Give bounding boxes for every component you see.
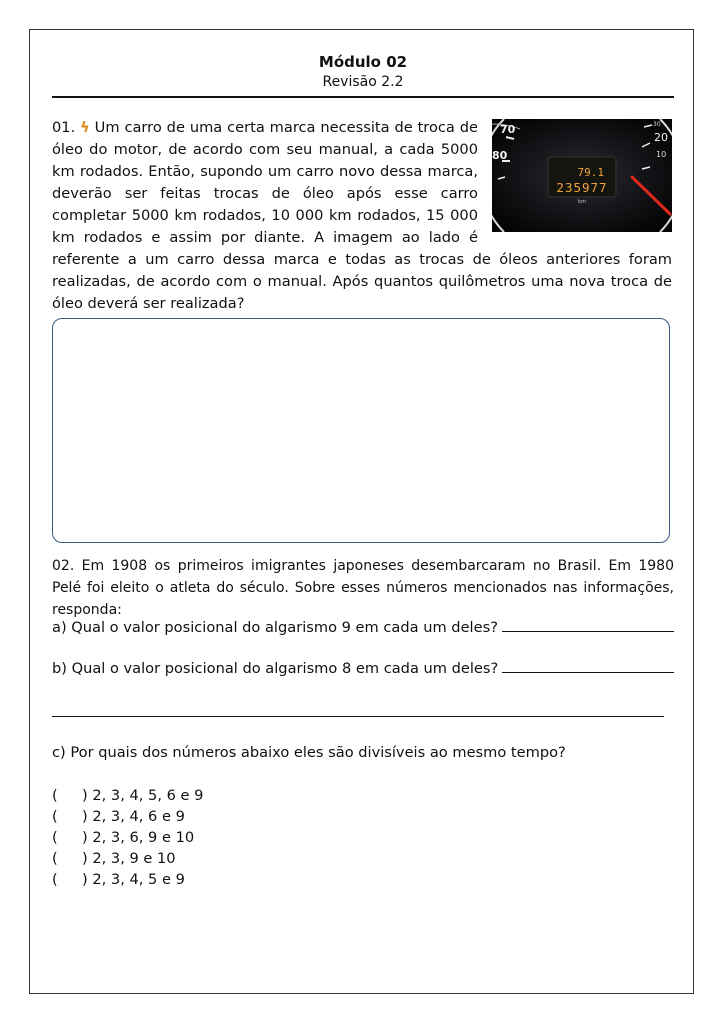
option-text: 2, 3, 4, 5, 6 e 9	[92, 787, 204, 804]
page-subtitle: Revisão 2.2	[322, 74, 404, 90]
question-2b	[52, 658, 674, 680]
rpm-label-10: 10	[656, 150, 667, 159]
question-2a	[52, 617, 674, 639]
option-item[interactable]: ( ) 2, 3, 4, 5 e 9	[52, 871, 185, 888]
checkbox-paren[interactable]: (	[52, 787, 58, 804]
question-1-number: 01.	[52, 119, 76, 136]
answer-line-2b[interactable]	[502, 658, 674, 673]
odometer-unit: km	[578, 199, 586, 205]
question-1	[52, 117, 672, 315]
odometer-readout: 235977	[556, 180, 608, 195]
speed-label-70: 70	[500, 123, 516, 136]
option-item[interactable]: ( ) 2, 3, 9 e 10	[52, 850, 176, 867]
page-title: Módulo 02	[318, 53, 408, 71]
answer-line-2a[interactable]	[502, 617, 674, 632]
question-2c-text: c) Por quais dos números abaixo eles são divisíveis ao mesmo tempo?	[52, 744, 566, 761]
checkbox-paren[interactable]: (	[52, 808, 58, 825]
option-item[interactable]: ( ) 2, 3, 4, 5, 6 e 9	[52, 787, 204, 804]
checkbox-paren[interactable]: (	[52, 850, 58, 867]
lightning-bolt-icon: ϟ	[80, 119, 90, 136]
question-2c	[52, 742, 674, 764]
rpm-label-30: 30	[653, 121, 661, 128]
question-2a-text: a) Qual o valor posicional do algarismo 9 em cada um deles?	[52, 619, 498, 636]
checkbox-paren[interactable]: (	[52, 871, 58, 888]
question-2b-text: b) Qual o valor posicional do algarismo 8 em cada um deles?	[52, 660, 499, 677]
trip-readout: 79.1	[577, 166, 604, 179]
rpm-label-20: 20	[654, 131, 668, 144]
speed-label-80: 80	[492, 149, 508, 162]
answer-line-2b-continued[interactable]	[52, 716, 664, 717]
option-text: 2, 3, 6, 9 e 10	[92, 829, 195, 846]
question-1-text: Um carro de uma certa marca necessita de troca de óleo do motor, de acordo com seu manual, a cada 5000 km rodados. Então, supondo um carro novo dessa marca, deverão ser feitas trocas de óleo após esse carro completar 5000 km rodados, 10 000 km rodados, 15 000 km rodados e assim por diante. A imagem ao lado é referente a um carro dessa marca e todas as trocas de óleos anteriores foram realizadas, de acordo com o manual. Após quantos quilômetros uma nova troca de óleo deverá ser realizada?	[52, 119, 672, 312]
page-header	[52, 52, 674, 96]
answer-box-question-1[interactable]	[52, 318, 670, 543]
dashboard-illustration	[492, 119, 672, 232]
header-divider	[52, 96, 674, 98]
dashboard-image	[492, 119, 672, 232]
options-list	[52, 785, 352, 890]
option-item[interactable]: ( ) 2, 3, 6, 9 e 10	[52, 829, 195, 846]
option-item[interactable]: ( ) 2, 3, 4, 6 e 9	[52, 808, 185, 825]
option-text: 2, 3, 4, 5 e 9	[92, 871, 185, 888]
checkbox-paren[interactable]: (	[52, 829, 58, 846]
option-text: 2, 3, 9 e 10	[92, 850, 176, 867]
question-2-intro: 02. Em 1908 os primeiros imigrantes japoneses desembarcaram no Brasil. Em 1980 Pelé foi eleito o atleta do século. Sobre esses números mencionados nas informações, responda:	[52, 558, 674, 618]
option-text: 2, 3, 4, 6 e 9	[92, 808, 185, 825]
